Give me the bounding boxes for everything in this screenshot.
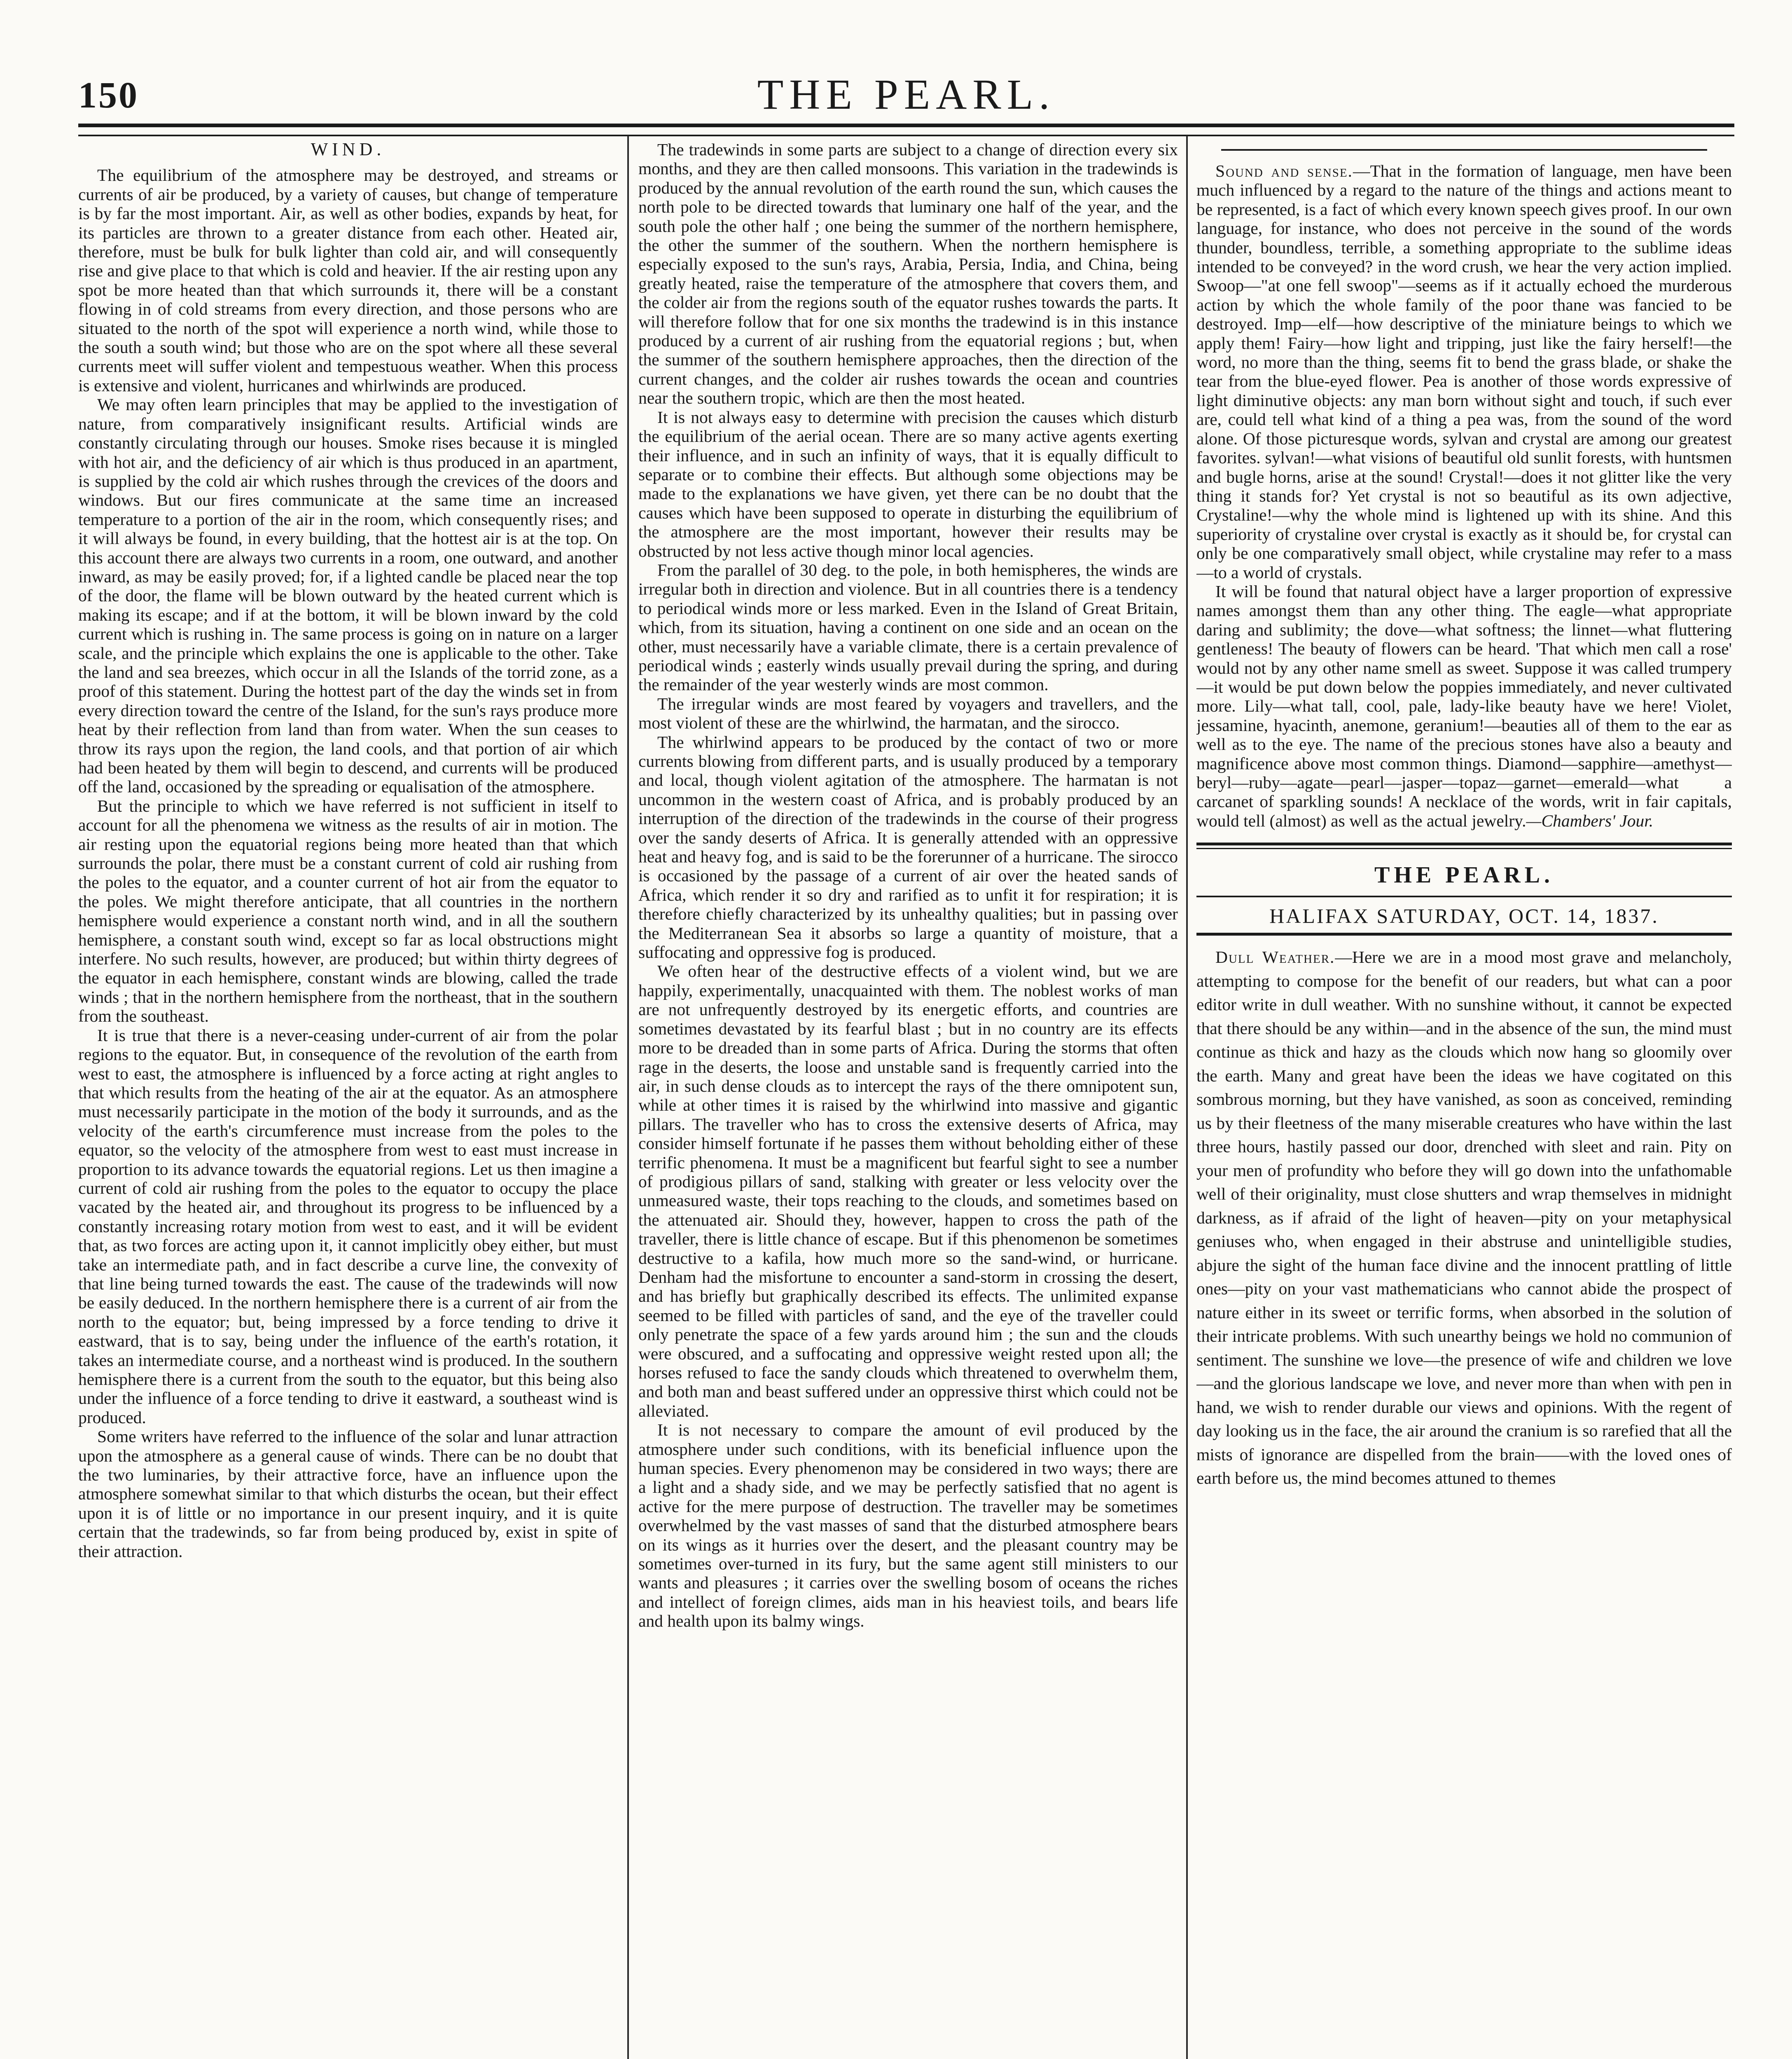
wind-paragraph: Some writers have referred to the influence of the solar and lunar attraction upon the atmosphere as a general cause of winds. There can be no doubt that the two luminaries, by their attractive force, have an influence upon the atmosphere somewhat similar to that which disturbs the ocean, but their effect upon it is of little or no importance in our present inquiry, and it is quite certain that the tradewinds, so far from being produced by, exist in spite of their attraction.: [78, 1427, 618, 1561]
column-1: [78, 140, 618, 2059]
dateline: HALIFAX SATURDAY, OCT. 14, 1837.: [1196, 896, 1732, 936]
heading-rule: [1196, 843, 1732, 849]
column-2: [638, 140, 1178, 2059]
column-rule-2: [1186, 136, 1188, 2059]
dull-text: —Here we are in a mood most grave and melancholy, attempting to compose for the benefit of our readers, but what can a poor editor write in dull weather. With no sunshine without, it cannot be expected that there should be any within—and in the absence of the sun, the mind must continue as thick and hazy as the clouds which now hang so gloomily over the earth. Many and great have been the ideas we have cogitated on this sombrous morning, but they have vanished, as soon as conceived, reminding us by their fleetness of the many miserable creatures who have within the last three hours, hastily passed our door, drenched with sleet and rain. Pity on your men of profundity who before they will go down into the unfathomable well of their originality, must close shutters and wrap themselves in midnight darkness, as if afraid of the light of heaven—pity on your metaphysical geniuses who, when engaged in their abstruse and unintelligible studies, abjure the sight of the human face divine and the innocent prattling of little ones—pity on your vast mathematicians who cannot abide the prospect of nature either in its sweet or terrific forms, when absorbed in the solution of their intricate problems. With such unearthy beings we hold no communion of sentiment. The sunshine we love—the presence of wife and children we love—and the glorious landscape we love, and never more than when with pen in hand, we wish to render durable our views and opinions. With the regent of day looking us in the face, the air around the cranium is so rarefied that all the mists of ignorance are dispelled from the brain——with the loved ones of earth before us, the mind becomes attuned to themes: [1196, 948, 1732, 1488]
wind-paragraph: We often hear of the destructive effects of a violent wind, but we are happily, experimentally, unacquainted with them. The noblest works of man are not unfrequently destroyed by its energetic efforts, and countries are sometimes devastated by its fearful blast ; but in no country are its effects more to be dreaded than in some parts of Africa. During the storms that often rage in the deserts, the loose and unstable sand is frequently carried into the air, in such dense clouds as to intercept the rays of the there omnipotent sun, while at other times it is raised by the whirlwind into massive and gigantic pillars. The traveller who has to cross the extensive deserts of Africa, may consider himself fortunate if he passes them without beholding either of these terrific phenomena. It must be a magnificent but fearful sight to see a number of prodigious pillars of sand, stalking with greater or less velocity over the unmeasured waste, their tops reaching to the clouds, and sometimes based on the attenuated air. Should they, however, happen to cross the path of the traveller, there is little chance of escape. But if this phenomenon be sometimes destructive to a kafila, how much more so the sand-wind, or hurricane. Denham had the misfortune to encounter a sand-storm in crossing the desert, and has briefly but graphically described its effects. The unlimited expanse seemed to be filled with particles of sand, and the eye of the traveller could only penetrate the space of a few yards around him ; the sun and the clouds were obscured, and a suffocating and oppressive weight rested upon all; the horses refused to face the sandy clouds which threatened to overwhelm them, and both man and beast suffered under an oppressive thirst which could not be alleviated.: [638, 962, 1178, 1420]
sound-text: —That in the formation of language, men have been much influenced by a regard to the nature of the things and actions meant to be represented, is a fact of which every known speech gives proof. In our own language, for instance, who does not perceive in the sound of the words thunder, boundless, terrible, a something appropriate to the sublime ideas intended to be conveyed? in the word crush, we hear the very action implied. Swoop—"at one fell swoop"—seems as if it actually echoed the murderous action by which the whole family of the poor thane was fancied to be destroyed. Imp—elf—how descriptive of the miniature beings to which we apply them! Fairy—how light and tripping, just like the fairy herself!—the word, no more than the thing, seems fit to bend the grass blade, or shake the tear from the blue-eyed flower. Pea is another of those words expressive of light diminutive objects: any man born without sight and touch, if such ever are, could tell what kind of a thing a pea was, from the sound of the word alone. Of those picturesque words, sylvan and crystal are among our greatest favorites. sylvan!—what visions of beautiful old sunlit forests, with huntsmen and bugle horns, arise at the sound! Crystal!—does it not glitter like the very thing it stands for? Yet crystal is not so beautiful as its own adjective, Crystaline!—why the whole mind is lightened up with its shine. And this superiority of crystaline over crystal is exactly as it should be, for crystal can only be one comparatively small object, while crystaline may refer to a mass—to a world of crystals.: [1196, 161, 1732, 582]
sound-source: —Chambers' Jour.: [1526, 811, 1654, 830]
dull-lead: Dull Weather.: [1215, 948, 1335, 967]
wind-paragraph: The whirlwind appears to be produced by the contact of two or more currents blowing from different parts, and is usually produced by a temporary and local, though violent agitation of the atmosphere. The harmatan is not uncommon in the western coast of Africa, and is probably produced by an interruption of the direction of the tradewinds in the course of their progress over the sandy deserts of Africa. It is generally attended with an oppressive heat and heavy fog, and is said to be the forerunner of a hurricane. The sirocco is occasioned by the passage of a current of air over the heated sands of Africa, which render it so dry and rarified as to unfit it for respiration; it is therefore chiefly characterized by its unhealthy qualities; but in passing over the Mediterranean Sea it absorbs so large a quantity of moisture, that a suffocating and oppressive fog is produced.: [638, 732, 1178, 962]
sound-paragraph: [1196, 161, 1732, 582]
wind-paragraph: But the principle to which we have referred is not sufficient in itself to account for all the phenomena we witness as the results of air in motion. The air resting upon the equatorial regions being more heated than that which surrounds the polar, there must be a constant current of cold air rushing from the poles to the equator, and a counter current of hot air from the equator to the poles. We might therefore anticipate, that all countries in the northern hemisphere would experience a constant north wind, and in all the southern hemisphere, a constant south wind, except so far as local obstructions might interfere. No such results, however, are produced; but within thirty degrees of the equator in each hemisphere, constant winds are blowing, called the trade winds ; that in the northern hemisphere from the northeast, that in the southern from the southeast.: [78, 796, 618, 1026]
column-3: [1196, 140, 1732, 2059]
wind-paragraph: We may often learn principles that may be applied to the investigation of nature, from comparatively insignificant results. Artificial winds are constantly circulating through our houses. Smoke rises because it is mingled with hot air, and the deficiency of air which is thus produced in an apartment, is supplied by the cold air which rushes through the crevices of the doors and windows. But our fires communicate at the same time an increased temperature to a portion of the air in the room, which consequently rises; and it will always be found, in every building, that the hottest air is at the top. On this account there are always two currents in a room, one outward, and another inward, as may be easily proved; for, if a lighted candle be placed near the top of the door, the flame will be blown outward by the heated current which is making its escape; and if at the bottom, it will be blown inward by the cold current which is rushing in. The same process is going on in nature on a larger scale, and the principle which explains the one is applicable to the other. Take the land and sea breezes, which occur in all the Islands of the torrid zone, as a proof of this statement. During the hottest part of the day the winds set in from every direction toward the centre of the Island, for the sun's rays produce more heat by their reflection from land than from water. When the sun ceases to throw its rays upon the region, the land cools, and that portion of air which had been heated by them will begin to descend, and currents will be produced off the land, occasioned by the spreading or equalisation of the atmosphere.: [78, 395, 618, 796]
editorial: [1196, 945, 1732, 1490]
pearl-editorial-heading: [1196, 843, 1732, 936]
paper-name: THE PEARL.: [1374, 862, 1554, 888]
wind-paragraph: It is not necessary to compare the amount of evil produced by the atmosphere under such conditions, with its beneficial influence upon the human species. Every phenomenon may be considered in two ways; there are a light and a shady side, and we may be perfectly satisfied that no agent is active for the mere purpose of destruction. The traveller may be sometimes overwhelmed by the vast masses of sand that the disturbed atmosphere bears on its wings as it hurries over the desert, and the pleasant country may be sometimes over-turned in its fury, but the same agent still ministers to our wants and pleasures ; it carries over the swelling bosom of oceans the riches and intellect of foreign climes, aids man in his heaviest toils, and bears life and health upon its balmy wings.: [638, 1420, 1178, 1631]
wind-paragraph: From the parallel of 30 deg. to the pole, in both hemispheres, the winds are irregular both in direction and violence. But in all countries there is a tendency to periodical winds more or less marked. Even in the Island of Great Britain, which, from its situation, having a continent on one side and an ocean on the other, must necessarily have a variable climate, there is a certain prevalence of periodical winds ; easterly winds usually prevail during the spring, and during the remainder of the year westerly winds are most common.: [638, 560, 1178, 694]
running-title: THE PEARL.: [757, 71, 1056, 118]
sound-paragraph: [1196, 582, 1732, 830]
page-number: 150: [78, 75, 139, 116]
sound-text: It will be found that natural object have a larger proportion of expressive names amongst them than any other thing. The eagle—what appropriate daring and sublimity; the dove—what softness; the linnet—what fluttering gentleness! The beauty of flowers can be heard. 'That which men call a rose' would not by any other name smell as sweet. Suppose it was called trumpery—it would be put down below the poppies immediately, and never cultivated more. Lily—what tall, cool, pale, lady-like beauty have we here! Violet, jessamine, hyacinth, anemone, geranium!—beauties all of them to the ear as well as to the eye. The name of the precious stones have also a beauty and magnificence above most common things. Diamond—sapphire—amethyst—beryl—ruby—agate—pearl—jasper—topaz—garnet—emerald—what a carcanet of sparkling sounds! A necklace of the words, writ in fair capitals, would tell (almost) as well as the actual jewelry.: [1196, 581, 1732, 830]
sound-lead: Sound and sense.: [1215, 161, 1353, 180]
wind-paragraph: It is not always easy to determine with precision the causes which disturb the equilibrium of the aerial ocean. There are so many active agents exerting their influence, and in such an infinity of ways, that it is equally difficult to separate or to combine their effects. But although some objections may be made to the explanations we have given, yet there can be no doubt that the causes which have been supposed to operate in disturbing the equilibrium of the atmosphere are the most important, however their results may be obstructed by not less active though minor local agencies.: [638, 407, 1178, 560]
dull-weather-paragraph: [1196, 945, 1732, 1490]
article-separator: [1221, 149, 1707, 151]
column-rule-1: [627, 136, 629, 2059]
wind-paragraph: The irregular winds are most feared by voyagers and travellers, and the most violent of these are the whirlwind, the harmatan, and the sirocco.: [638, 694, 1178, 733]
wind-paragraph: The equilibrium of the atmosphere may be destroyed, and streams or currents of air be produced, by a variety of causes, but change of temperature is by far the most important. Air, as well as other bodies, expands by heat, for its particles are thrown to a greater distance from each other. Heated air, therefore, must be bulk for bulk lighter than cold air, and will consequently rise and give place to that which is cold and heavier. If the air resting upon any spot be more heated than that which surrounds it, there will be a constant flowing in of cold streams from every direction, and those persons who are situated to the north of the spot will experience a north wind, while those to the south a south wind; but those who are on the spot where all these several currents meet will suffer violent and tempestuous weather. When this process is extensive and violent, hurricanes and whirlwinds are produced.: [78, 166, 618, 395]
masthead: [78, 62, 1734, 124]
masthead-rule: [78, 124, 1734, 136]
article-title-wind: WIND.: [311, 140, 386, 159]
wind-paragraph: The tradewinds in some parts are subject to a change of direction every six months, and they are then called monsoons. This variation in the tradewinds is produced by the annual revolution of the earth round the sun, which causes the north pole to be directed towards that luminary one half of the year, and the south pole the other half ; one being the summer of the northern hemisphere, the other the summer of the southern. When the northern hemisphere is especially exposed to the sun's rays, Arabia, Persia, India, and China, being greatly heated, raise the temperature of the atmosphere that covers them, and the colder air from the regions south of the equator rushes towards the parts. It will therefore follow that for one six months the tradewind is in this instance produced by a current of air rushing from the equatorial regions ; but, when the summer of the southern hemisphere approaches, then the direction of the current changes, and the colder air rushes towards the ocean and countries near the southern tropic, which are then the most heated.: [638, 140, 1178, 408]
wind-paragraph: It is true that there is a never-ceasing under-current of air from the polar regions to the equator. But, in consequence of the revolution of the earth from west to east, the atmosphere is influenced by a force acting at right angles to that which results from the heating of the air at the equator. As an atmosphere must necessarily participate in the motion of the body it surrounds, and as the velocity of the earth's circumference must increase from the poles to the equator, so the velocity of the atmosphere from west to east must increase in proportion to its advance towards the equatorial regions. Let us then imagine a current of cold air rushing from the poles to the equator to occupy the place vacated by the heated air, and throughout its progress to be influenced by a constantly increasing rotary motion from west to east, and it will be evident that, as two forces are acting upon it, it cannot implicitly obey either, but must take an intermediate path, and in fact describe a curve line, the convexity of that line being turned towards the east. The cause of the tradewinds will now be easily deduced. In the northern hemisphere there is a current of air from the north to the equator; but, being impressed by a force tending to drive it eastward, that is to say, being under the influence of the earth's rotation, it takes an intermediate course, and a northeast wind is produced. In the southern hemisphere there is a current from the south to the equator, but this being also under the influence of a force tending to drive it eastward, a southeast wind is produced.: [78, 1025, 618, 1427]
